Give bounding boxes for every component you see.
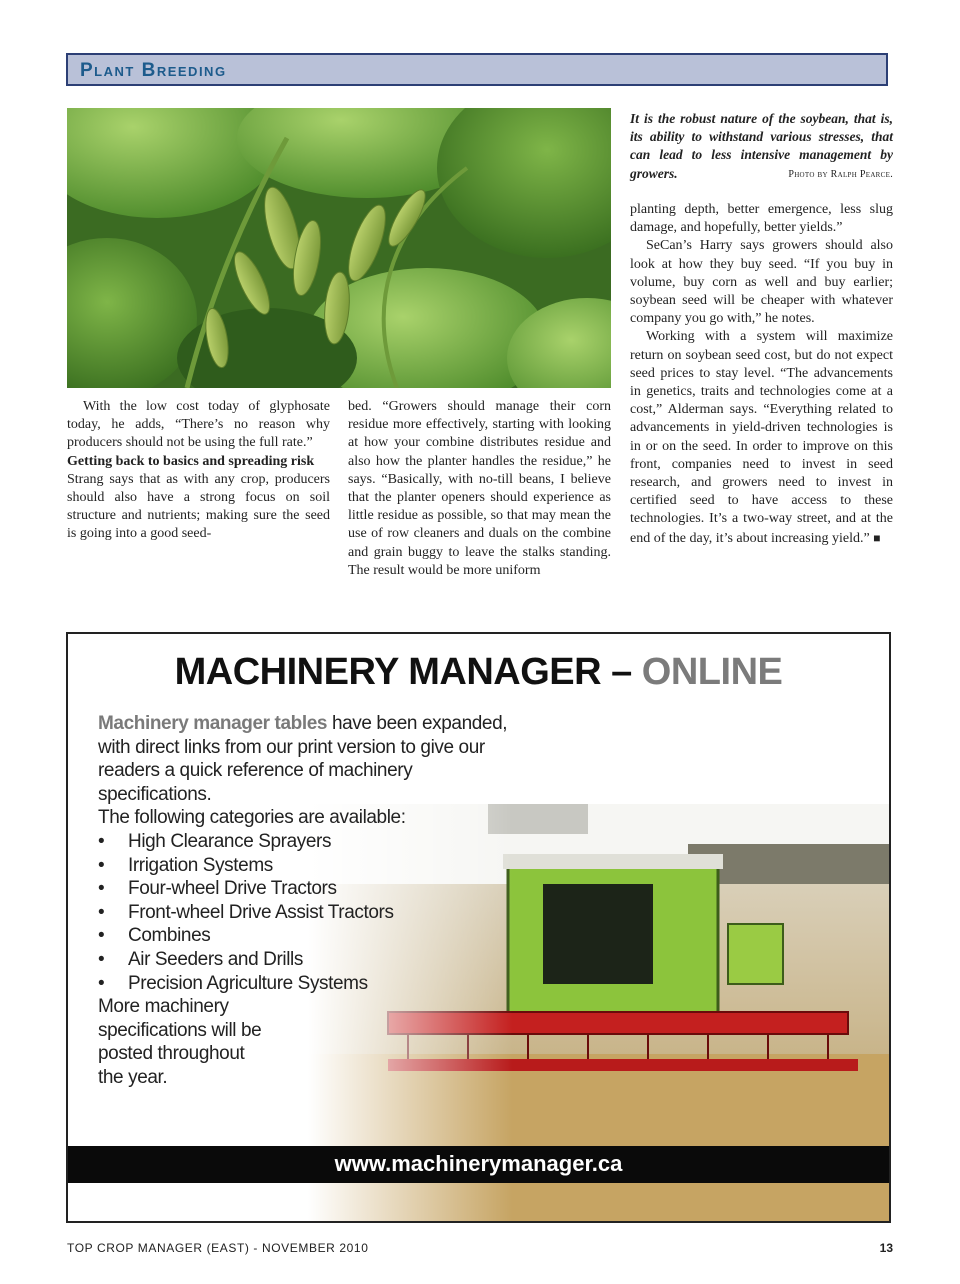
ad-intro: [98, 712, 518, 806]
article-paragraph: bed. “Growers should manage their corn residue more effectively, starting with looking at how your combine distributes residue and also how the planter handles the residue,” he says. “Basically, with no-till beans, I believe that the planter openers should experience as little residue as possible, so that may mean the use of row cleaners and duals on the combine and grain buggy to leave the stalks standing. The result would be more uniform: [348, 399, 611, 578]
article-paragraph: Strang says that as with any crop, producers should also have a strong focus on soil structure and nutrients; making sure the seed is going into a good seed-: [67, 471, 330, 542]
category-item: • High Clearance Sprayers: [98, 830, 518, 854]
ad-title-main: MACHINERY MANAGER –: [174, 651, 642, 693]
article-column-2: [348, 398, 611, 580]
article-paragraph: With the low cost today of glyphosate today, he adds, “There’s no reason why producers should not be using the full rate.”: [67, 399, 330, 451]
ad-outro-line: More machinery: [98, 996, 229, 1018]
photo-caption: [630, 110, 893, 184]
article-subhead: Getting back to basics and spreading risk: [67, 453, 315, 469]
category-item: • Irrigation Systems: [98, 854, 518, 878]
ad-title: [68, 651, 889, 694]
soybean-photo: [67, 108, 611, 388]
article-paragraph: SeCan’s Harry says growers should also look at how they buy seed. “If you buy in volume, buy corn as well and buy earlier; soybean seed will be cheaper with whatever company you go with,” he notes.: [630, 238, 893, 327]
caption-text: It is the robust nature of the soybean, that is, its ability to withstand various stresses, that can lead to less intensive management by growers.: [630, 111, 893, 181]
ad-url-bar[interactable]: [68, 1146, 889, 1183]
footer-publication: TOP CROP MANAGER (EAST) - NOVEMBER 2010: [67, 1241, 369, 1255]
ad-body: [98, 712, 518, 1090]
category-item: • Air Seeders and Drills: [98, 948, 518, 972]
section-header: [66, 53, 888, 86]
ad-outro-line: the year.: [98, 1066, 168, 1088]
category-item: • Four-wheel Drive Tractors: [98, 877, 518, 901]
ad-outro-line: posted throughout: [98, 1043, 245, 1065]
section-title: Plant Breeding: [80, 60, 227, 81]
soybean-plant-illustration: [67, 108, 611, 388]
photo-credit: Photo by Ralph Pearce.: [788, 168, 893, 180]
ad-lead: Machinery manager tables: [98, 713, 328, 734]
article-paragraph: [630, 328, 893, 547]
ad-title-accent: ONLINE: [641, 651, 783, 693]
ad-list-intro: The following categories are available:: [98, 807, 406, 829]
machinery-manager-ad[interactable]: [66, 632, 891, 1223]
footer-page-number: 13: [879, 1241, 893, 1255]
article-paragraph-text: Working with a system will maximize return on soybean seed cost, but do not expect seed prices to stay level. “The advancements in genetics, traits and technologies come at a cost,” Alderman says. “Everything related to advancements in yield-driven technologies is in or on the seed. In order to improve on this front, companies need to invest in seed research, and growers need to invest in certified seed to have access to these technologies. It’s a two-way street, and at the end of the day, it’s about increasing yield.”: [630, 329, 893, 546]
category-item: • Front-wheel Drive Assist Tractors: [98, 901, 518, 925]
article-column-1: [67, 398, 330, 544]
category-list: [98, 830, 518, 995]
ad-intro-text: have been expanded, with direct links from our print version to give our readers a quick reference of machinery specifications.: [98, 713, 508, 805]
category-item: • Precision Agriculture Systems: [98, 972, 518, 996]
article-paragraph: planting depth, better emergence, less slug damage, and hopefully, better yields.”: [630, 202, 893, 236]
article-column-3: [630, 201, 893, 548]
ad-outro-line: specifications will be: [98, 1019, 262, 1041]
end-mark-icon: ■: [873, 530, 881, 545]
category-item: • Combines: [98, 924, 518, 948]
ad-url-link[interactable]: www.machinerymanager.ca: [334, 1151, 623, 1176]
